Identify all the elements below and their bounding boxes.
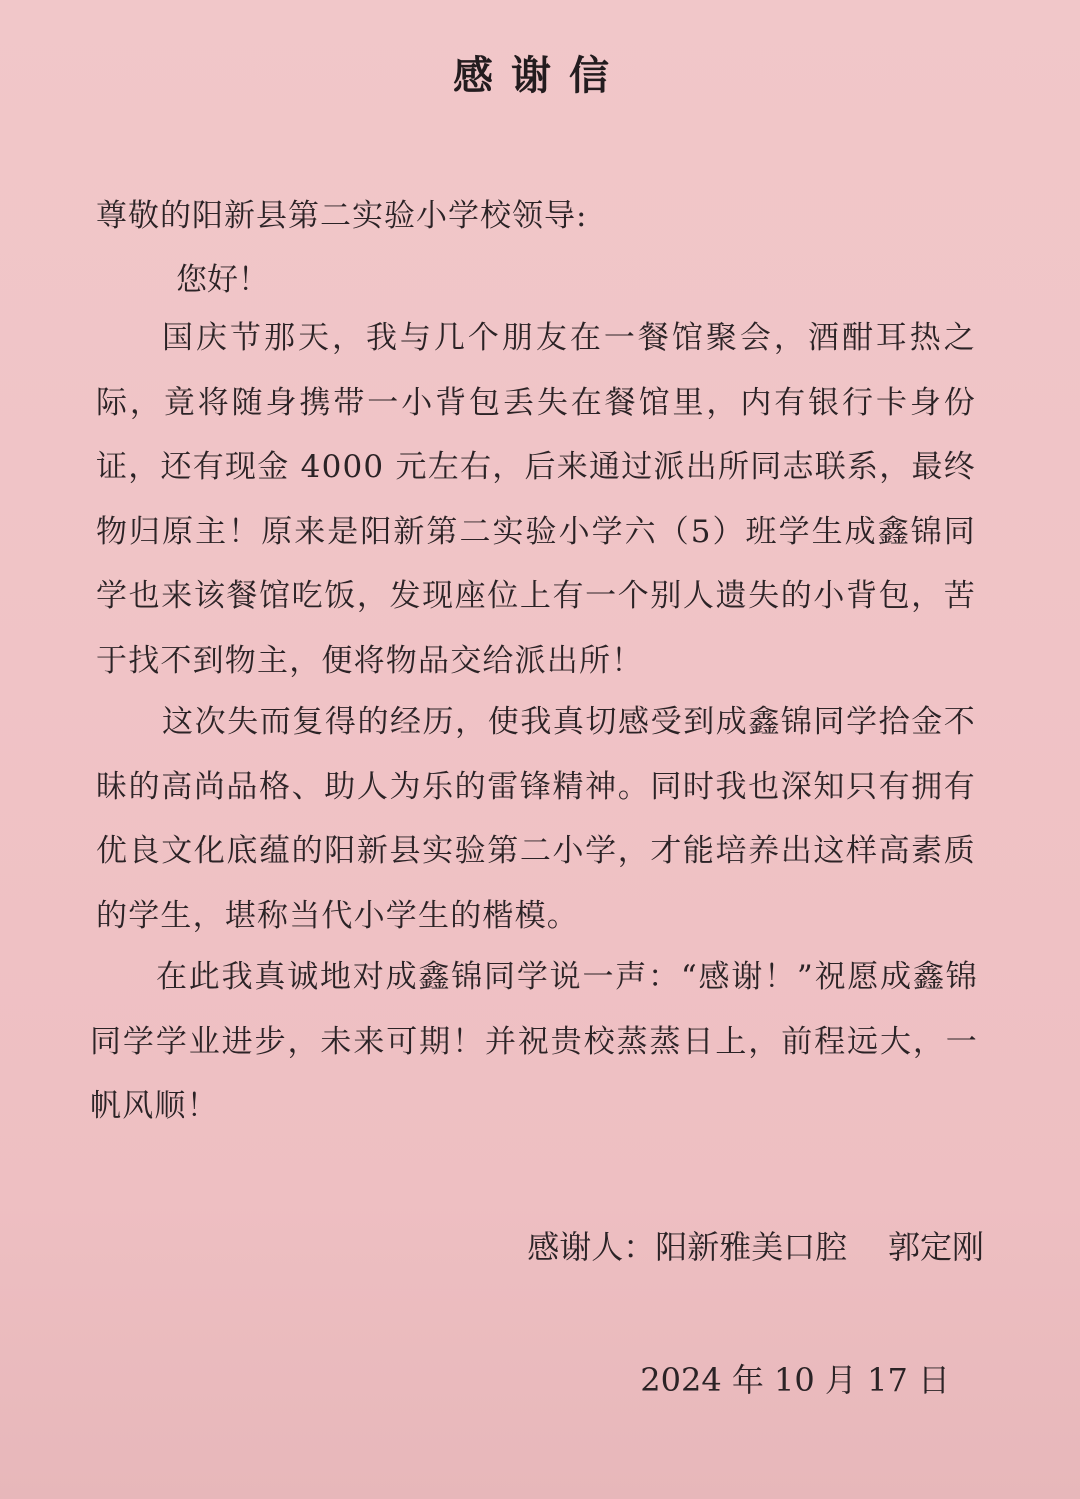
letter-date: 2024 年 10 月 17 日 [640, 1361, 950, 1399]
paragraph-3: 在此我真诚地对成鑫锦同学说一声：“感谢！”祝愿成鑫锦同学学业进步，未来可期！并祝贵校蒸蒸日上，前程远大，一帆风顺！ [90, 959, 978, 1124]
letter-title: 感谢信 [453, 53, 627, 99]
paragraph-2: 这次失而复得的经历，使我真切感受到成鑫锦同学拾金不昧的高尚品格、助人为乐的雷锋精神。同时我也深知只有拥有优良文化底蕴的阳新县实验第二小学，才能培养出这样高素质的学生，堪称当代小学生的楷模。 [96, 704, 976, 934]
salutation: 尊敬的阳新县第二实验小学校领导: [96, 198, 588, 234]
paragraph-1: 国庆节那天，我与几个朋友在一餐馆聚会，酒酣耳热之际，竟将随身携带一小背包丢失在餐馆里，内有银行卡身份证，还有现金 4000 元左右，后来通过派出所同志联系，最终物归原主！原来是阳新第二实验小学六（5）班学生成鑫锦同学也来该餐馆吃饭，发现座位上有一个别人遗失的小背包，苦于找不到物主，便将物品交给派出所！ [96, 320, 976, 679]
greeting: 您好！ [176, 262, 269, 298]
signature: 感谢人：阳新雅美口腔 郭定刚 [527, 1228, 984, 1266]
